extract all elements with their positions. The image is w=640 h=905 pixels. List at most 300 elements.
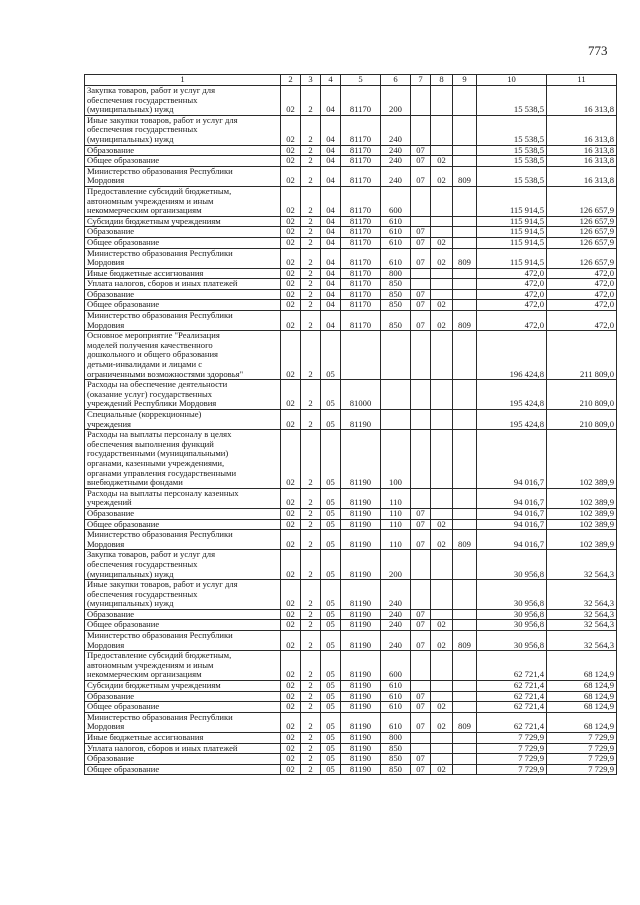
- code-dir: 81190: [341, 519, 381, 530]
- code-pp: 2: [301, 631, 321, 651]
- code-prz: [431, 380, 453, 410]
- item-name: Общее образование: [85, 519, 281, 530]
- code-grbs: [453, 86, 477, 116]
- code-grbs: [453, 651, 477, 681]
- code-om: 05: [321, 508, 341, 519]
- code-pp: 2: [301, 300, 321, 311]
- code-grbs: [453, 488, 477, 508]
- table-row: [85, 216, 617, 227]
- code-grbs: [453, 609, 477, 620]
- code-prz: 02: [431, 156, 453, 167]
- code-dir: 81190: [341, 530, 381, 550]
- code-pp: 2: [301, 580, 321, 610]
- code-prz: [431, 488, 453, 508]
- code-vr: 610: [381, 702, 411, 713]
- code-om: 05: [321, 754, 341, 765]
- code-gp: 02: [281, 620, 301, 631]
- code-prz: 02: [431, 311, 453, 331]
- code-rz: 07: [411, 691, 431, 702]
- amount-2019: 7 729,9: [477, 733, 547, 744]
- code-om: 04: [321, 311, 341, 331]
- code-dir: 81190: [341, 410, 381, 430]
- code-pp: 2: [301, 430, 321, 489]
- code-vr: 610: [381, 227, 411, 238]
- code-om: 04: [321, 248, 341, 268]
- item-name: Образование: [85, 691, 281, 702]
- code-prz: [431, 279, 453, 290]
- table-row: [85, 764, 617, 775]
- code-vr: 850: [381, 743, 411, 754]
- code-om: 05: [321, 488, 341, 508]
- amount-2019: 30 956,8: [477, 631, 547, 651]
- amount-2019: 115 914,5: [477, 227, 547, 238]
- table-row: [85, 508, 617, 519]
- item-name: Субсидии бюджетным учреждениям: [85, 216, 281, 227]
- code-om: 05: [321, 430, 341, 489]
- amount-2019: 30 956,8: [477, 550, 547, 580]
- code-prz: [431, 331, 453, 380]
- code-rz: 07: [411, 227, 431, 238]
- code-dir: 81170: [341, 216, 381, 227]
- code-om: 04: [321, 289, 341, 300]
- code-rz: [411, 279, 431, 290]
- amount-2020: 472,0: [547, 289, 617, 300]
- table-row: [85, 580, 617, 610]
- item-name: Образование: [85, 227, 281, 238]
- code-rz: 07: [411, 764, 431, 775]
- table-row: [85, 145, 617, 156]
- item-name: Министерство образования Республики Мордовия: [85, 712, 281, 732]
- code-om: 05: [321, 764, 341, 775]
- amount-2020: 32 564,3: [547, 609, 617, 620]
- code-om: 05: [321, 410, 341, 430]
- code-prz: 02: [431, 530, 453, 550]
- code-rz: [411, 733, 431, 744]
- code-rz: 07: [411, 620, 431, 631]
- code-pp: 2: [301, 248, 321, 268]
- code-dir: 81190: [341, 651, 381, 681]
- code-pp: 2: [301, 145, 321, 156]
- code-gp: 02: [281, 712, 301, 732]
- amount-2020: 68 124,9: [547, 651, 617, 681]
- code-rz: [411, 380, 431, 410]
- table-row: [85, 268, 617, 279]
- amount-2019: 15 538,5: [477, 86, 547, 116]
- code-dir: 81190: [341, 681, 381, 692]
- column-header-11: 11: [547, 75, 617, 86]
- code-gp: 02: [281, 508, 301, 519]
- code-dir: 81170: [341, 166, 381, 186]
- code-gp: 02: [281, 550, 301, 580]
- code-gp: 02: [281, 764, 301, 775]
- code-gp: 02: [281, 216, 301, 227]
- code-om: 05: [321, 691, 341, 702]
- code-pp: 2: [301, 311, 321, 331]
- amount-2020: 16 313,8: [547, 145, 617, 156]
- amount-2020: 16 313,8: [547, 166, 617, 186]
- code-dir: 81190: [341, 691, 381, 702]
- amount-2019: 30 956,8: [477, 620, 547, 631]
- amount-2020: 7 729,9: [547, 733, 617, 744]
- table-row: [85, 166, 617, 186]
- item-name: Уплата налогов, сборов и иных платежей: [85, 743, 281, 754]
- code-gp: 02: [281, 145, 301, 156]
- column-header-6: 6: [381, 75, 411, 86]
- code-vr: 610: [381, 216, 411, 227]
- code-gp: 02: [281, 237, 301, 248]
- item-name: Закупка товаров, работ и услуг для обеспечения государственных (муниципальных) нужд: [85, 86, 281, 116]
- amount-2019: 115 914,5: [477, 248, 547, 268]
- amount-2020: 211 809,0: [547, 331, 617, 380]
- amount-2019: 15 538,5: [477, 156, 547, 167]
- code-vr: [381, 380, 411, 410]
- table-row: [85, 488, 617, 508]
- code-dir: 81190: [341, 508, 381, 519]
- code-prz: 02: [431, 712, 453, 732]
- code-grbs: 809: [453, 248, 477, 268]
- code-pp: 2: [301, 620, 321, 631]
- code-grbs: [453, 519, 477, 530]
- table-row: [85, 300, 617, 311]
- amount-2019: 30 956,8: [477, 609, 547, 620]
- code-om: 05: [321, 620, 341, 631]
- code-prz: [431, 430, 453, 489]
- code-prz: [431, 681, 453, 692]
- code-om: 04: [321, 115, 341, 145]
- code-pp: 2: [301, 651, 321, 681]
- code-om: 04: [321, 216, 341, 227]
- amount-2019: 472,0: [477, 300, 547, 311]
- code-vr: 800: [381, 733, 411, 744]
- amount-2020: 16 313,8: [547, 156, 617, 167]
- amount-2020: 16 313,8: [547, 86, 617, 116]
- table-row: [85, 380, 617, 410]
- code-gp: 02: [281, 609, 301, 620]
- item-name: Общее образование: [85, 620, 281, 631]
- amount-2020: 68 124,9: [547, 681, 617, 692]
- code-rz: [411, 681, 431, 692]
- code-pp: 2: [301, 156, 321, 167]
- code-grbs: [453, 410, 477, 430]
- code-vr: 850: [381, 279, 411, 290]
- table-row: [85, 519, 617, 530]
- code-vr: 240: [381, 580, 411, 610]
- code-rz: 07: [411, 530, 431, 550]
- code-gp: 02: [281, 115, 301, 145]
- code-rz: 07: [411, 712, 431, 732]
- code-rz: 07: [411, 311, 431, 331]
- code-gp: 02: [281, 702, 301, 713]
- code-rz: [411, 743, 431, 754]
- code-gp: 02: [281, 580, 301, 610]
- code-prz: [431, 410, 453, 430]
- item-name: Уплата налогов, сборов и иных платежей: [85, 279, 281, 290]
- code-prz: [431, 743, 453, 754]
- code-pp: 2: [301, 166, 321, 186]
- code-rz: 07: [411, 237, 431, 248]
- table-row: [85, 186, 617, 216]
- item-name: Расходы на выплаты персоналу в целях обеспечения выполнения функций государственными (муниципальными) органами, казенными учреждениями, органами управления государственными внебюджетными фондами: [85, 430, 281, 489]
- item-name: Иные бюджетные ассигнования: [85, 733, 281, 744]
- code-pp: 2: [301, 702, 321, 713]
- amount-2019: 62 721,4: [477, 702, 547, 713]
- code-prz: [431, 580, 453, 610]
- code-grbs: [453, 691, 477, 702]
- amount-2019: 62 721,4: [477, 651, 547, 681]
- item-name: Министерство образования Республики Мордовия: [85, 631, 281, 651]
- amount-2020: 68 124,9: [547, 702, 617, 713]
- code-gp: 02: [281, 311, 301, 331]
- code-grbs: [453, 580, 477, 610]
- amount-2019: 472,0: [477, 289, 547, 300]
- item-name: Специальные (коррекционные) учреждения: [85, 410, 281, 430]
- code-grbs: [453, 156, 477, 167]
- item-name: Иные закупки товаров, работ и услуг для обеспечения государственных (муниципальных) нужд: [85, 580, 281, 610]
- amount-2020: 68 124,9: [547, 712, 617, 732]
- code-pp: 2: [301, 609, 321, 620]
- item-name: Образование: [85, 754, 281, 765]
- code-dir: 81170: [341, 115, 381, 145]
- code-dir: 81190: [341, 631, 381, 651]
- code-vr: 240: [381, 631, 411, 651]
- code-gp: 02: [281, 248, 301, 268]
- code-gp: 02: [281, 754, 301, 765]
- code-vr: 850: [381, 289, 411, 300]
- amount-2020: 32 564,3: [547, 620, 617, 631]
- code-vr: 110: [381, 519, 411, 530]
- amount-2019: 94 016,7: [477, 519, 547, 530]
- code-prz: [431, 186, 453, 216]
- code-rz: 07: [411, 156, 431, 167]
- code-rz: 07: [411, 702, 431, 713]
- code-pp: 2: [301, 743, 321, 754]
- amount-2019: 7 729,9: [477, 754, 547, 765]
- amount-2020: 7 729,9: [547, 764, 617, 775]
- code-dir: 81170: [341, 248, 381, 268]
- column-header-2: 2: [281, 75, 301, 86]
- item-name: Расходы на выплаты персоналу казенных учреждений: [85, 488, 281, 508]
- table-row: [85, 550, 617, 580]
- code-vr: 800: [381, 268, 411, 279]
- code-vr: 600: [381, 651, 411, 681]
- code-pp: 2: [301, 115, 321, 145]
- table-row: [85, 743, 617, 754]
- amount-2020: 126 657,9: [547, 248, 617, 268]
- code-rz: 07: [411, 289, 431, 300]
- column-header-10: 10: [477, 75, 547, 86]
- amount-2020: 32 564,3: [547, 550, 617, 580]
- code-dir: 81170: [341, 156, 381, 167]
- code-gp: 02: [281, 743, 301, 754]
- code-grbs: 809: [453, 311, 477, 331]
- code-grbs: [453, 764, 477, 775]
- table-row: [85, 430, 617, 489]
- amount-2019: 195 424,8: [477, 410, 547, 430]
- code-rz: [411, 651, 431, 681]
- amount-2019: 115 914,5: [477, 186, 547, 216]
- code-om: 04: [321, 279, 341, 290]
- amount-2020: 102 389,9: [547, 430, 617, 489]
- amount-2019: 62 721,4: [477, 681, 547, 692]
- table-row: [85, 530, 617, 550]
- code-grbs: [453, 380, 477, 410]
- item-name: Расходы на обеспечение деятельности (оказание услуг) государственных учреждений Республики Мордовия: [85, 380, 281, 410]
- code-vr: 240: [381, 620, 411, 631]
- code-rz: [411, 86, 431, 116]
- code-pp: 2: [301, 681, 321, 692]
- code-pp: 2: [301, 764, 321, 775]
- table-row: [85, 331, 617, 380]
- code-vr: [381, 331, 411, 380]
- amount-2019: 94 016,7: [477, 530, 547, 550]
- code-grbs: 809: [453, 712, 477, 732]
- table-row: [85, 681, 617, 692]
- code-om: 04: [321, 156, 341, 167]
- code-om: 05: [321, 743, 341, 754]
- amount-2019: 7 729,9: [477, 764, 547, 775]
- code-prz: [431, 508, 453, 519]
- code-pp: 2: [301, 691, 321, 702]
- code-pp: 2: [301, 331, 321, 380]
- code-gp: 02: [281, 331, 301, 380]
- code-rz: [411, 550, 431, 580]
- amount-2020: 472,0: [547, 268, 617, 279]
- amount-2020: 126 657,9: [547, 186, 617, 216]
- code-dir: 81190: [341, 712, 381, 732]
- table-row: [85, 733, 617, 744]
- table-row: [85, 631, 617, 651]
- amount-2020: 32 564,3: [547, 631, 617, 651]
- budget-table: [84, 74, 617, 775]
- item-name: Общее образование: [85, 764, 281, 775]
- amount-2020: 68 124,9: [547, 691, 617, 702]
- code-grbs: [453, 430, 477, 489]
- amount-2019: 15 538,5: [477, 166, 547, 186]
- code-om: 04: [321, 227, 341, 238]
- table-row: [85, 609, 617, 620]
- amount-2019: 94 016,7: [477, 488, 547, 508]
- code-pp: 2: [301, 410, 321, 430]
- amount-2020: 7 729,9: [547, 743, 617, 754]
- item-name: Образование: [85, 145, 281, 156]
- code-gp: 02: [281, 530, 301, 550]
- code-prz: 02: [431, 631, 453, 651]
- code-gp: 02: [281, 519, 301, 530]
- code-vr: 110: [381, 488, 411, 508]
- code-dir: 81170: [341, 227, 381, 238]
- code-pp: 2: [301, 279, 321, 290]
- code-prz: 02: [431, 764, 453, 775]
- item-name: Иные закупки товаров, работ и услуг для обеспечения государственных (муниципальных) нужд: [85, 115, 281, 145]
- code-prz: [431, 115, 453, 145]
- code-dir: 81190: [341, 754, 381, 765]
- code-pp: 2: [301, 488, 321, 508]
- table-row: [85, 311, 617, 331]
- amount-2020: 472,0: [547, 300, 617, 311]
- code-gp: 02: [281, 279, 301, 290]
- code-om: 05: [321, 519, 341, 530]
- code-rz: 07: [411, 754, 431, 765]
- amount-2019: 15 538,5: [477, 115, 547, 145]
- code-vr: 100: [381, 430, 411, 489]
- table-row: [85, 410, 617, 430]
- code-grbs: [453, 145, 477, 156]
- item-name: Общее образование: [85, 300, 281, 311]
- code-pp: 2: [301, 268, 321, 279]
- code-gp: 02: [281, 289, 301, 300]
- code-vr: 850: [381, 764, 411, 775]
- code-gp: 02: [281, 733, 301, 744]
- code-vr: 240: [381, 145, 411, 156]
- code-vr: 200: [381, 550, 411, 580]
- table-row: [85, 651, 617, 681]
- code-prz: 02: [431, 519, 453, 530]
- code-om: 04: [321, 186, 341, 216]
- column-header-5: 5: [341, 75, 381, 86]
- column-header-1: 1: [85, 75, 281, 86]
- column-header-4: 4: [321, 75, 341, 86]
- item-name: Общее образование: [85, 237, 281, 248]
- code-dir: 81190: [341, 488, 381, 508]
- code-pp: 2: [301, 186, 321, 216]
- amount-2019: 115 914,5: [477, 237, 547, 248]
- amount-2019: 196 424,8: [477, 331, 547, 380]
- code-vr: 850: [381, 300, 411, 311]
- code-om: 05: [321, 380, 341, 410]
- code-prz: 02: [431, 166, 453, 186]
- code-prz: [431, 733, 453, 744]
- amount-2020: 126 657,9: [547, 227, 617, 238]
- code-vr: [381, 410, 411, 430]
- amount-2020: 210 809,0: [547, 410, 617, 430]
- item-name: Общее образование: [85, 156, 281, 167]
- amount-2019: 30 956,8: [477, 580, 547, 610]
- code-rz: [411, 186, 431, 216]
- item-name: Закупка товаров, работ и услуг для обеспечения государственных (муниципальных) нужд: [85, 550, 281, 580]
- amount-2019: 195 424,8: [477, 380, 547, 410]
- amount-2020: 102 389,9: [547, 508, 617, 519]
- code-rz: 07: [411, 166, 431, 186]
- code-prz: 02: [431, 620, 453, 631]
- code-dir: 81190: [341, 580, 381, 610]
- table-row: [85, 289, 617, 300]
- code-pp: 2: [301, 733, 321, 744]
- code-pp: 2: [301, 237, 321, 248]
- code-dir: 81190: [341, 764, 381, 775]
- code-grbs: 809: [453, 631, 477, 651]
- code-vr: 240: [381, 156, 411, 167]
- code-rz: [411, 488, 431, 508]
- code-gp: 02: [281, 631, 301, 651]
- code-rz: 07: [411, 145, 431, 156]
- code-pp: 2: [301, 508, 321, 519]
- amount-2020: 102 389,9: [547, 488, 617, 508]
- code-prz: [431, 86, 453, 116]
- item-name: Образование: [85, 289, 281, 300]
- code-dir: 81190: [341, 743, 381, 754]
- code-grbs: [453, 115, 477, 145]
- code-rz: 07: [411, 300, 431, 311]
- table-row: [85, 702, 617, 713]
- amount-2020: 16 313,8: [547, 115, 617, 145]
- code-om: 05: [321, 609, 341, 620]
- code-gp: 02: [281, 268, 301, 279]
- code-prz: [431, 754, 453, 765]
- code-pp: 2: [301, 550, 321, 580]
- code-grbs: [453, 508, 477, 519]
- item-name: Иные бюджетные ассигнования: [85, 268, 281, 279]
- code-prz: [431, 268, 453, 279]
